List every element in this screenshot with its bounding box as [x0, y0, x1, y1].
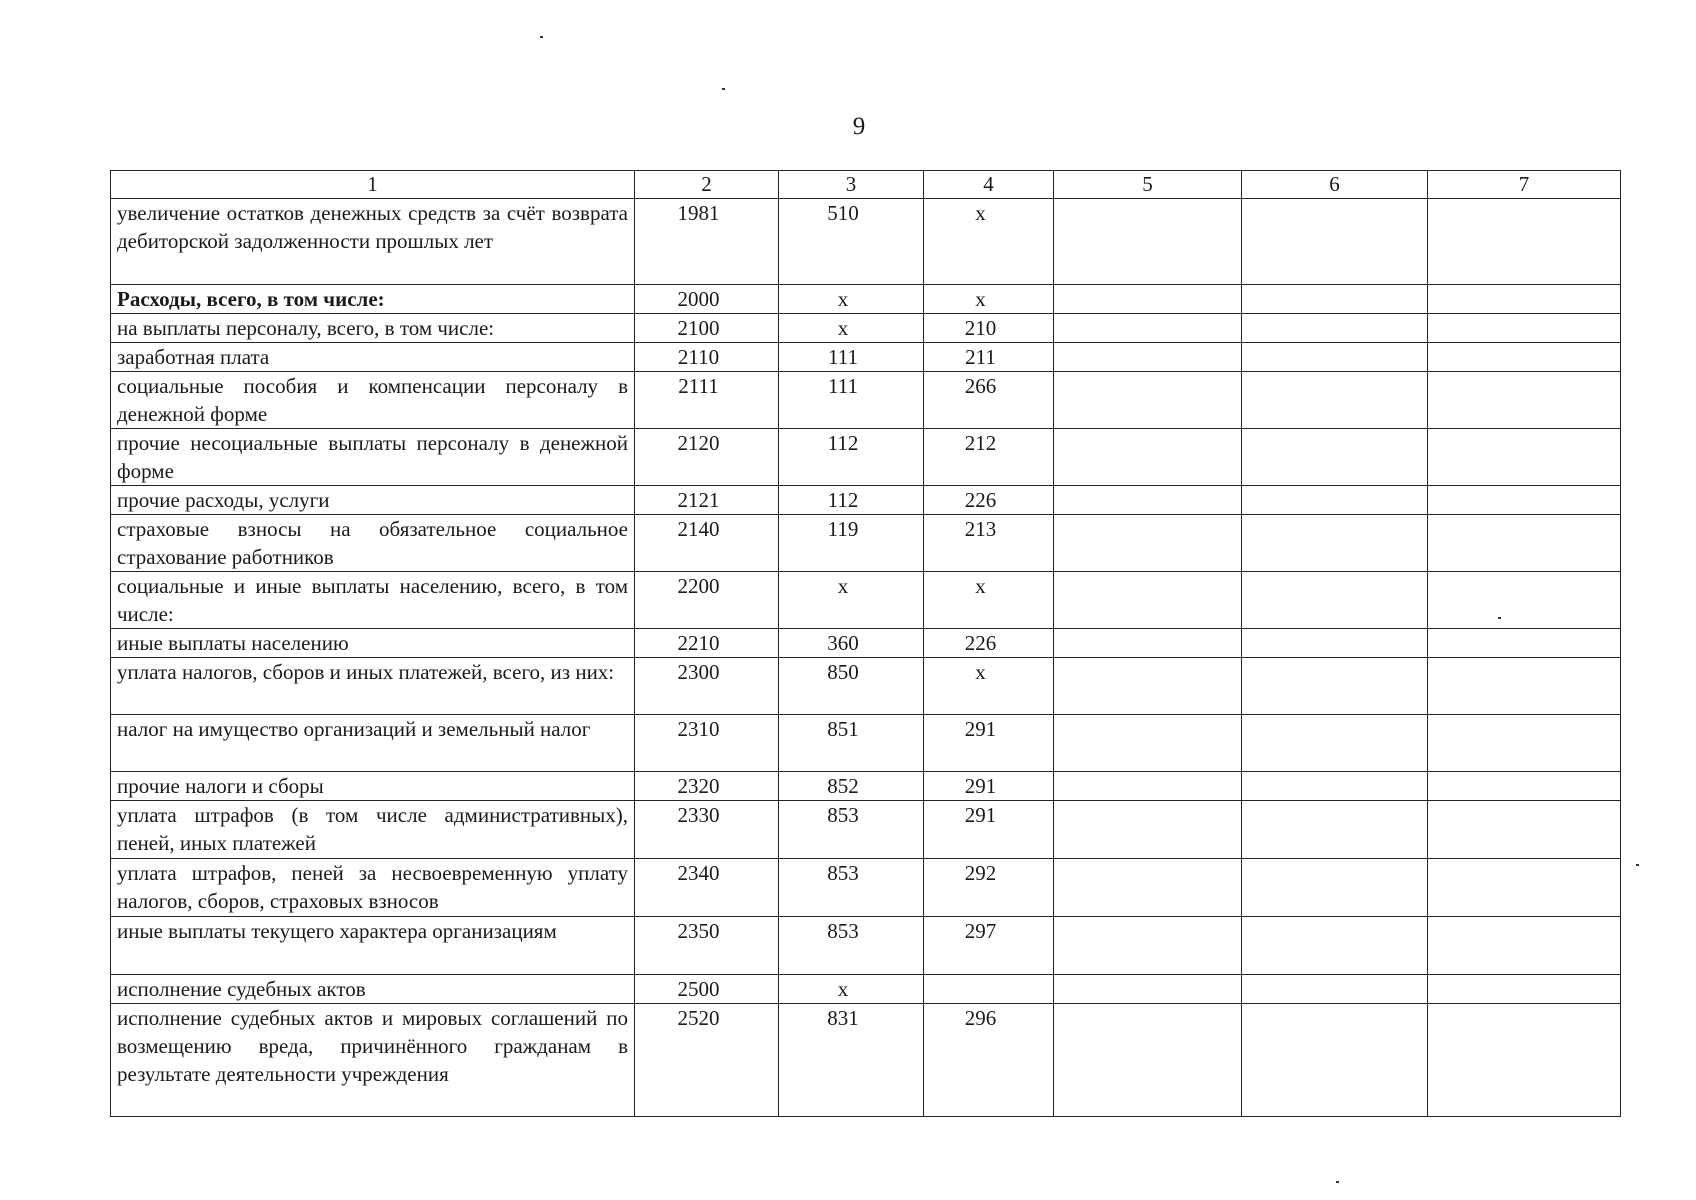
row-kosgu-cell: 266: [924, 372, 1054, 429]
row-kbk-cell: x: [779, 285, 924, 314]
row-col5-cell: [1054, 285, 1242, 314]
row-name-cell: налог на имущество организаций и земельный налог: [111, 715, 635, 772]
row-col7-cell: [1428, 572, 1621, 629]
row-kosgu-cell: 296: [924, 1004, 1054, 1117]
row-name-cell: Расходы, всего, в том числе:: [111, 285, 635, 314]
table-row: [111, 314, 1621, 343]
row-col7-cell: [1428, 1004, 1621, 1117]
row-col5-cell: [1054, 715, 1242, 772]
row-col5-cell: [1054, 917, 1242, 975]
row-kosgu-cell: 213: [924, 515, 1054, 572]
row-code-cell: 2140: [635, 515, 779, 572]
table-row: [111, 515, 1621, 572]
row-kosgu-cell: x: [924, 658, 1054, 715]
row-name-cell: исполнение судебных актов: [111, 975, 635, 1004]
row-kosgu-cell: 297: [924, 917, 1054, 975]
row-code-cell: 2120: [635, 429, 779, 486]
row-code-cell: 2111: [635, 372, 779, 429]
row-kbk-cell: 111: [779, 372, 924, 429]
row-col5-cell: [1054, 658, 1242, 715]
header-col-2: 2: [635, 171, 779, 199]
row-name-cell: страховые взносы на обязательное социальное страхование работников: [111, 515, 635, 572]
row-name-cell: увеличение остатков денежных средств за счёт возврата дебиторской задолженности прошлых лет: [111, 199, 635, 285]
row-kbk-cell: 850: [779, 658, 924, 715]
row-kosgu-cell: 291: [924, 772, 1054, 801]
row-col6-cell: [1242, 199, 1428, 285]
row-kbk-cell: 851: [779, 715, 924, 772]
row-name-cell: социальные пособия и компенсации персоналу в денежной форме: [111, 372, 635, 429]
table-row: [111, 917, 1621, 975]
table-row: [111, 429, 1621, 486]
row-kbk-cell: 852: [779, 772, 924, 801]
header-col-3: 3: [779, 171, 924, 199]
table-row: [111, 658, 1621, 715]
row-code-cell: 2520: [635, 1004, 779, 1117]
row-col7-cell: [1428, 372, 1621, 429]
row-col5-cell: [1054, 1004, 1242, 1117]
row-col6-cell: [1242, 629, 1428, 658]
row-kosgu-cell: x: [924, 572, 1054, 629]
row-col7-cell: [1428, 314, 1621, 343]
table-row: [111, 715, 1621, 772]
row-col6-cell: [1242, 515, 1428, 572]
row-col5-cell: [1054, 343, 1242, 372]
table-row: [111, 343, 1621, 372]
row-col5-cell: [1054, 515, 1242, 572]
row-code-cell: 2121: [635, 486, 779, 515]
row-name-cell: заработная плата: [111, 343, 635, 372]
table-row: [111, 859, 1621, 917]
row-kosgu-cell: x: [924, 199, 1054, 285]
row-col7-cell: [1428, 343, 1621, 372]
page-number: 9: [852, 113, 866, 140]
row-col5-cell: [1054, 572, 1242, 629]
table-body: [111, 199, 1621, 1117]
row-name-cell: иные выплаты населению: [111, 629, 635, 658]
table-row: [111, 1004, 1621, 1117]
row-col7-cell: [1428, 975, 1621, 1004]
row-col6-cell: [1242, 658, 1428, 715]
row-col7-cell: [1428, 859, 1621, 917]
row-code-cell: 2110: [635, 343, 779, 372]
row-col5-cell: [1054, 199, 1242, 285]
row-name-cell: иные выплаты текущего характера организациям: [111, 917, 635, 975]
row-kbk-cell: x: [779, 975, 924, 1004]
row-kbk-cell: 112: [779, 429, 924, 486]
row-col6-cell: [1242, 314, 1428, 343]
row-kosgu-cell: 211: [924, 343, 1054, 372]
row-col5-cell: [1054, 975, 1242, 1004]
row-col5-cell: [1054, 629, 1242, 658]
row-name-cell: прочие расходы, услуги: [111, 486, 635, 515]
row-col6-cell: [1242, 801, 1428, 859]
row-col5-cell: [1054, 772, 1242, 801]
row-code-cell: 2330: [635, 801, 779, 859]
row-col5-cell: [1054, 314, 1242, 343]
row-kbk-cell: x: [779, 314, 924, 343]
row-kbk-cell: 853: [779, 859, 924, 917]
header-col-4: 4: [924, 171, 1054, 199]
row-col7-cell: [1428, 629, 1621, 658]
row-kbk-cell: 119: [779, 515, 924, 572]
scan-speck: [722, 88, 725, 90]
row-code-cell: 2320: [635, 772, 779, 801]
row-kbk-cell: 853: [779, 917, 924, 975]
row-code-cell: 2310: [635, 715, 779, 772]
row-col5-cell: [1054, 486, 1242, 515]
row-col6-cell: [1242, 772, 1428, 801]
row-kbk-cell: x: [779, 572, 924, 629]
row-col5-cell: [1054, 859, 1242, 917]
header-col-7: 7: [1428, 171, 1621, 199]
row-col6-cell: [1242, 715, 1428, 772]
row-kosgu-cell: 210: [924, 314, 1054, 343]
row-col6-cell: [1242, 1004, 1428, 1117]
row-name-cell: прочие несоциальные выплаты персоналу в денежной форме: [111, 429, 635, 486]
scan-speck: [1336, 1181, 1339, 1183]
table-row: [111, 486, 1621, 515]
row-code-cell: 2340: [635, 859, 779, 917]
scan-speck: [540, 36, 543, 38]
header-row: [111, 171, 1621, 199]
table-row: [111, 199, 1621, 285]
row-name-cell: уплата штрафов, пеней за несвоевременную уплату налогов, сборов, страховых взносов: [111, 859, 635, 917]
table-row: [111, 285, 1621, 314]
table-row: [111, 801, 1621, 859]
table-row: [111, 572, 1621, 629]
row-col6-cell: [1242, 917, 1428, 975]
row-col7-cell: [1428, 801, 1621, 859]
table-row: [111, 772, 1621, 801]
table-row: [111, 975, 1621, 1004]
row-name-cell: исполнение судебных актов и мировых соглашений по возмещению вреда, причинённого гражданам в результате деятельности учреждения: [111, 1004, 635, 1117]
row-col5-cell: [1054, 801, 1242, 859]
row-name-cell: прочие налоги и сборы: [111, 772, 635, 801]
row-col6-cell: [1242, 372, 1428, 429]
row-col7-cell: [1428, 429, 1621, 486]
table-row: [111, 629, 1621, 658]
scan-speck: [1498, 617, 1501, 619]
row-name-cell: уплата штрафов (в том числе административных), пеней, иных платежей: [111, 801, 635, 859]
row-kosgu-cell: x: [924, 285, 1054, 314]
row-code-cell: 2500: [635, 975, 779, 1004]
row-code-cell: 2100: [635, 314, 779, 343]
header-col-1: 1: [111, 171, 635, 199]
row-col7-cell: [1428, 486, 1621, 515]
scan-speck: [1636, 864, 1639, 866]
row-kbk-cell: 111: [779, 343, 924, 372]
row-kosgu-cell: [924, 975, 1054, 1004]
row-kbk-cell: 360: [779, 629, 924, 658]
row-code-cell: 2300: [635, 658, 779, 715]
row-code-cell: 2000: [635, 285, 779, 314]
row-kosgu-cell: 226: [924, 629, 1054, 658]
row-name-cell: уплата налогов, сборов и иных платежей, всего, из них:: [111, 658, 635, 715]
row-col5-cell: [1054, 372, 1242, 429]
row-col5-cell: [1054, 429, 1242, 486]
row-code-cell: 1981: [635, 199, 779, 285]
row-col7-cell: [1428, 772, 1621, 801]
row-col6-cell: [1242, 572, 1428, 629]
row-col6-cell: [1242, 486, 1428, 515]
header-col-5: 5: [1054, 171, 1242, 199]
row-col6-cell: [1242, 975, 1428, 1004]
header-col-6: 6: [1242, 171, 1428, 199]
row-col6-cell: [1242, 429, 1428, 486]
row-code-cell: 2200: [635, 572, 779, 629]
row-col6-cell: [1242, 285, 1428, 314]
row-code-cell: 2350: [635, 917, 779, 975]
row-kbk-cell: 112: [779, 486, 924, 515]
row-kosgu-cell: 291: [924, 715, 1054, 772]
row-kbk-cell: 831: [779, 1004, 924, 1117]
row-name-cell: социальные и иные выплаты населению, всего, в том числе:: [111, 572, 635, 629]
row-kosgu-cell: 292: [924, 859, 1054, 917]
row-kosgu-cell: 291: [924, 801, 1054, 859]
row-col7-cell: [1428, 285, 1621, 314]
row-kosgu-cell: 212: [924, 429, 1054, 486]
table-row: [111, 372, 1621, 429]
row-col6-cell: [1242, 343, 1428, 372]
row-col7-cell: [1428, 917, 1621, 975]
row-col7-cell: [1428, 658, 1621, 715]
row-col7-cell: [1428, 199, 1621, 285]
row-kbk-cell: 510: [779, 199, 924, 285]
row-kbk-cell: 853: [779, 801, 924, 859]
row-name-cell: на выплаты персоналу, всего, в том числе:: [111, 314, 635, 343]
row-col6-cell: [1242, 859, 1428, 917]
row-col7-cell: [1428, 515, 1621, 572]
financial-plan-table: [110, 170, 1621, 1117]
row-code-cell: 2210: [635, 629, 779, 658]
row-kosgu-cell: 226: [924, 486, 1054, 515]
row-col7-cell: [1428, 715, 1621, 772]
